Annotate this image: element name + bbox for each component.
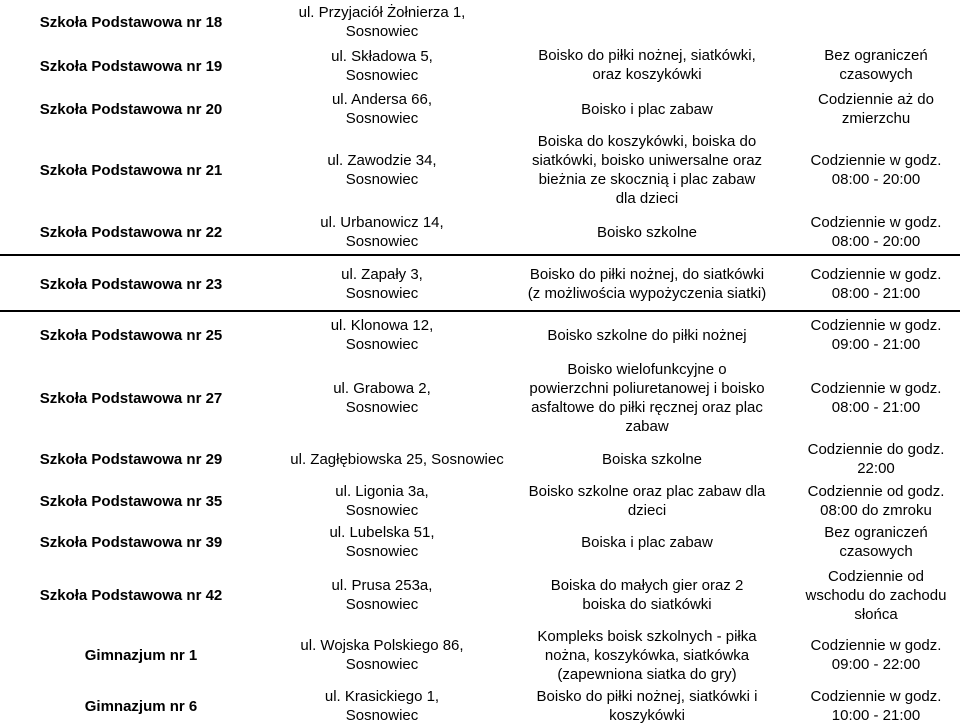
table-row [0,480,960,522]
school-address: ul. Wojska Polskiego 86, Sosnowiec [300,637,464,673]
opening-hours: Codziennie w godz. 08:00 - 21:00 [810,266,942,302]
facility-description: Boiska do małych gier oraz 2 boiska do siatkówki [550,577,744,613]
school-name: Szkoła Podstawowa nr 22 [39,223,223,241]
opening-hours: Codziennie w godz. 08:00 - 20:00 [810,214,942,250]
school-name: Szkoła Podstawowa nr 29 [39,450,223,468]
opening-hours: Codziennie w godz. 08:00 - 21:00 [810,380,942,416]
school-address: ul. Andersa 66, Sosnowiec [331,91,433,127]
facility-description: Boisko wielofunkcyjne o powierzchni poliuretanowej i boisko asfaltowe do piłki ręcznej oraz plac zabaw [529,361,765,435]
row-divider [0,310,960,312]
table-row [0,36,960,94]
opening-hours: Codziennie do godz. 22:00 [807,441,945,477]
facility-description: Boiska do koszykówki, boiska do siatkówki, boisko uniwersalne oraz bieżnia ze skocznią i plac zabaw dla dzieci [531,133,763,207]
opening-hours: Codziennie aż do zmierzchu [818,91,934,127]
facility-description: Boisko do piłki nożnej, siatkówki, oraz koszykówki [538,47,756,83]
school-address: ul. Składowa 5, Sosnowiec [331,48,433,84]
facility-description: Kompleks boisk szkolnych - piłka nożna, koszykówka, siatkówka (zapewniona siatka do gry) [537,627,757,683]
facility-description: Boisko i plac zabaw [581,100,713,118]
school-address: ul. Zapały 3, Sosnowiec [341,266,423,302]
school-address: ul. Prusa 253a, Sosnowiec [331,577,433,613]
table-row [0,626,960,684]
table-row [0,358,960,438]
facility-description: Boisko szkolne [596,223,698,241]
table-row [0,312,960,358]
facility-description: Boiska szkolne [601,450,703,468]
row-divider [0,254,960,256]
school-name: Szkoła Podstawowa nr 25 [39,326,223,344]
opening-hours: Codziennie w godz. 09:00 - 22:00 [810,637,942,673]
school-name: Szkoła Podstawowa nr 39 [39,533,223,551]
school-address: ul. Zawodzie 34, Sosnowiec [327,152,437,188]
school-name: Szkoła Podstawowa nr 35 [39,492,223,510]
table-row [0,88,960,130]
table-row [0,258,960,310]
school-name: Szkoła Podstawowa nr 19 [39,57,223,75]
opening-hours: Codziennie od godz. 08:00 do zmroku [807,483,945,519]
opening-hours: Bez ograniczeń czasowych [824,524,928,560]
opening-hours: Codziennie w godz. 09:00 - 21:00 [810,317,942,353]
table-row [0,210,960,254]
facility-description: Boisko do piłki nożnej, siatkówki i koszykówki [536,688,758,724]
facility-description: Boisko szkolne oraz plac zabaw dla dzieci [528,483,766,519]
school-name: Szkoła Podstawowa nr 20 [39,100,223,118]
opening-hours: Bez ograniczeń czasowych [824,47,928,83]
table-row [0,130,960,210]
table-row [0,684,960,728]
school-name: Szkoła Podstawowa nr 42 [39,586,223,604]
school-name: Szkoła Podstawowa nr 23 [39,275,223,293]
school-address: ul. Grabowa 2, Sosnowiec [333,380,431,416]
school-address: ul. Urbanowicz 14, Sosnowiec [320,214,444,250]
opening-hours: Codziennie od wschodu do zachodu słońca [805,567,947,623]
school-name: Szkoła Podstawowa nr 27 [39,389,223,407]
school-address: ul. Przyjaciół Żołnierza 1, Sosnowiec [298,4,466,40]
opening-hours: Codziennie w godz. 10:00 - 21:00 [810,688,942,724]
facility-description: Boiska i plac zabaw [581,533,713,551]
table-row [0,520,960,564]
facility-description: Boisko do piłki nożnej, do siatkówki (z możliwościa wypożyczenia siatki) [527,266,767,302]
school-address: ul. Lubelska 51, Sosnowiec [329,524,435,560]
school-address: ul. Zagłębiowska 25, Sosnowiec [290,450,504,468]
school-name: Szkoła Podstawowa nr 18 [39,13,223,31]
school-name: Szkoła Podstawowa nr 21 [39,161,223,179]
school-address: ul. Klonowa 12, Sosnowiec [330,317,434,353]
table-row [0,438,960,480]
school-name: Gimnazjum nr 1 [84,646,198,664]
school-address: ul. Krasickiego 1, Sosnowiec [324,688,440,724]
school-name: Gimnazjum nr 6 [84,697,198,715]
facility-description: Boisko szkolne do piłki nożnej [547,326,747,344]
school-address: ul. Ligonia 3a, Sosnowiec [335,483,429,519]
table-row [0,564,960,626]
opening-hours: Codziennie w godz. 08:00 - 20:00 [810,152,942,188]
